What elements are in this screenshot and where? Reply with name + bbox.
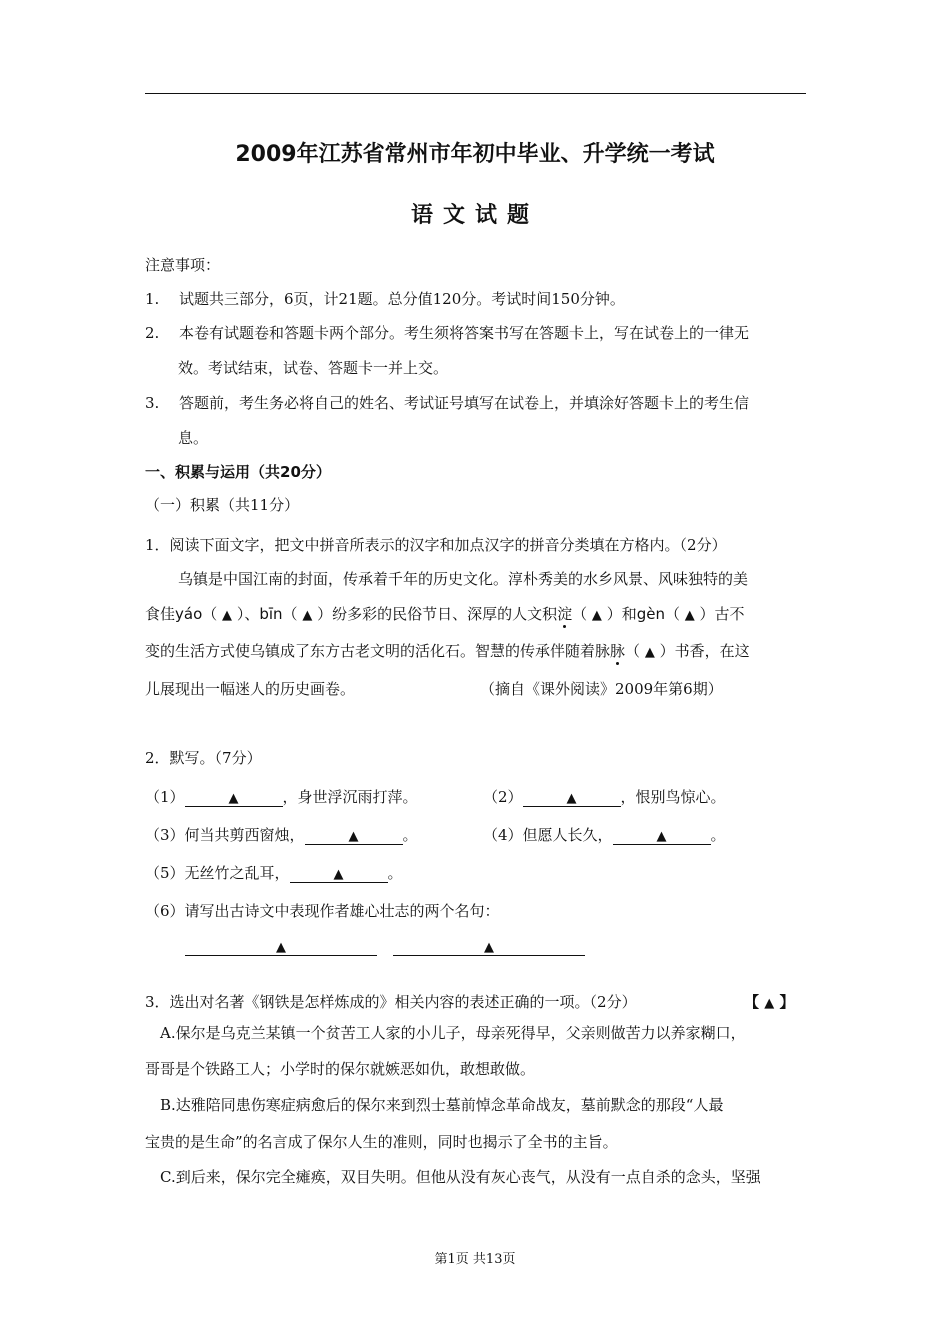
- answer-mark-2: ▲: [302, 608, 313, 623]
- q1-source: （摘自《课外阅读》2009年第6期）: [480, 680, 723, 698]
- answer-blank-6[interactable]: ▲: [185, 939, 377, 956]
- q3-option-a: A.保尔是乌克兰某镇一个贫苦工人家的小儿子，母亲死得早，父亲则做苦力以养家糊口，: [160, 1024, 746, 1042]
- answer-blank-5[interactable]: ▲: [290, 866, 388, 883]
- q1-stem: 1．阅读下面文字，把文中拼音所表示的汉字和加点汉字的拼音分类填在方格内。（2分）: [145, 536, 727, 554]
- q2-item-4: （4）但愿人长久， ▲ 。: [483, 826, 726, 844]
- notice-item-3: 3. 答题前，考生务必将自己的姓名、考试证号填写在试卷上，并填涂好答题卡上的考生信: [145, 394, 750, 412]
- notice-item-2: 2. 本卷有试题卷和答题卡两个部分。考生须将答案书写在答题卡上，写在试卷上的一律无: [145, 324, 750, 342]
- q1-para-line-2: 食佳yáo（ ▲ ）、bīn（ ▲ ）纷多彩的民俗节日、深厚的人文积淀（ ▲ ）和gèn（ ▲ ）古不: [145, 605, 745, 623]
- header-rule: [145, 93, 806, 94]
- answer-mark-1: ▲: [222, 608, 233, 623]
- page-footer: 第1页 共13页: [434, 1252, 516, 1267]
- answer-mark-5: ▲: [644, 645, 655, 660]
- q2-item-5: （5）无丝竹之乱耳， ▲ 。: [145, 864, 403, 882]
- q3-option-c: C.到后来，保尔完全瘫痪，双目失明。但他从没有灰心丧气，从没有一点自杀的念头，坚强: [160, 1168, 761, 1186]
- q3-option-b-cont: 宝贵的是生命”的名言成了保尔人生的准则，同时也揭示了全书的主旨。: [145, 1133, 618, 1151]
- q2-item-1: （1） ▲ ，身世浮沉雨打萍。: [145, 788, 418, 806]
- q1-para-line-1: 乌镇是中国江南的封面，传承着千年的历史文化。淳朴秀美的水乡风景、风味独特的美: [178, 570, 749, 588]
- section-1-heading: 一、积累与运用（共20分）: [145, 463, 331, 481]
- q1-para-line-3: 变的生活方式使乌镇成了东方古老文明的活化石。智慧的传承伴随着脉脉（ ▲ ）书香，在这: [145, 642, 750, 660]
- notice-item-3-cont: 息。: [178, 429, 209, 447]
- notice-heading: 注意事项：: [145, 256, 221, 274]
- notice-item-1: 1. 试题共三部分，6页，计21题。总分值120分。考试时间150分钟。: [145, 290, 625, 308]
- answer-blank-7[interactable]: ▲: [393, 939, 585, 956]
- q2-item-6-blanks: [185, 937, 585, 956]
- notice-item-2-cont: 效。考试结束，试卷、答题卡一并上交。: [178, 359, 449, 377]
- answer-blank-2[interactable]: ▲: [523, 790, 621, 807]
- q1-para-line-4: 儿展现出一幅迷人的历史画卷。: [145, 680, 356, 698]
- q3-option-b: B.达雅陪同患伤寒症病愈后的保尔来到烈士墓前悼念革命战友，墓前默念的那段“人最: [160, 1096, 724, 1114]
- dotted-char-1: 淀: [557, 605, 573, 623]
- section-1-sub: （一）积累（共11分）: [145, 496, 300, 514]
- answer-mark-4: ▲: [684, 608, 695, 623]
- q3-option-a-cont: 哥哥是个铁路工人；小学时的保尔就嫉恶如仇，敢想敢做。: [145, 1060, 536, 1078]
- q2-stem: 2．默写。（7分）: [145, 749, 262, 767]
- dotted-char-2: 脉: [610, 642, 626, 660]
- q3-stem: 3．选出对名著《钢铁是怎样炼成的》相关内容的表述正确的一项。（2分）: [145, 993, 637, 1011]
- answer-blank-1[interactable]: ▲: [185, 790, 283, 807]
- exam-subtitle: 语文试题: [410, 203, 539, 228]
- exam-title: 2009年江苏省常州市年初中毕业、升学统一考试: [235, 142, 715, 167]
- q2-item-6: （6）请写出古诗文中表现作者雄心壮志的两个名句：: [145, 902, 500, 920]
- answer-mark-3: ▲: [591, 608, 602, 623]
- q2-item-2: （2） ▲ ，恨别鸟惊心。: [483, 788, 726, 806]
- answer-blank-3[interactable]: ▲: [305, 828, 403, 845]
- q3-answer-bracket[interactable]: 【 ▲ 】: [744, 993, 795, 1011]
- answer-blank-4[interactable]: ▲: [613, 828, 711, 845]
- q2-item-3: （3）何当共剪西窗烛， ▲ 。: [145, 826, 418, 844]
